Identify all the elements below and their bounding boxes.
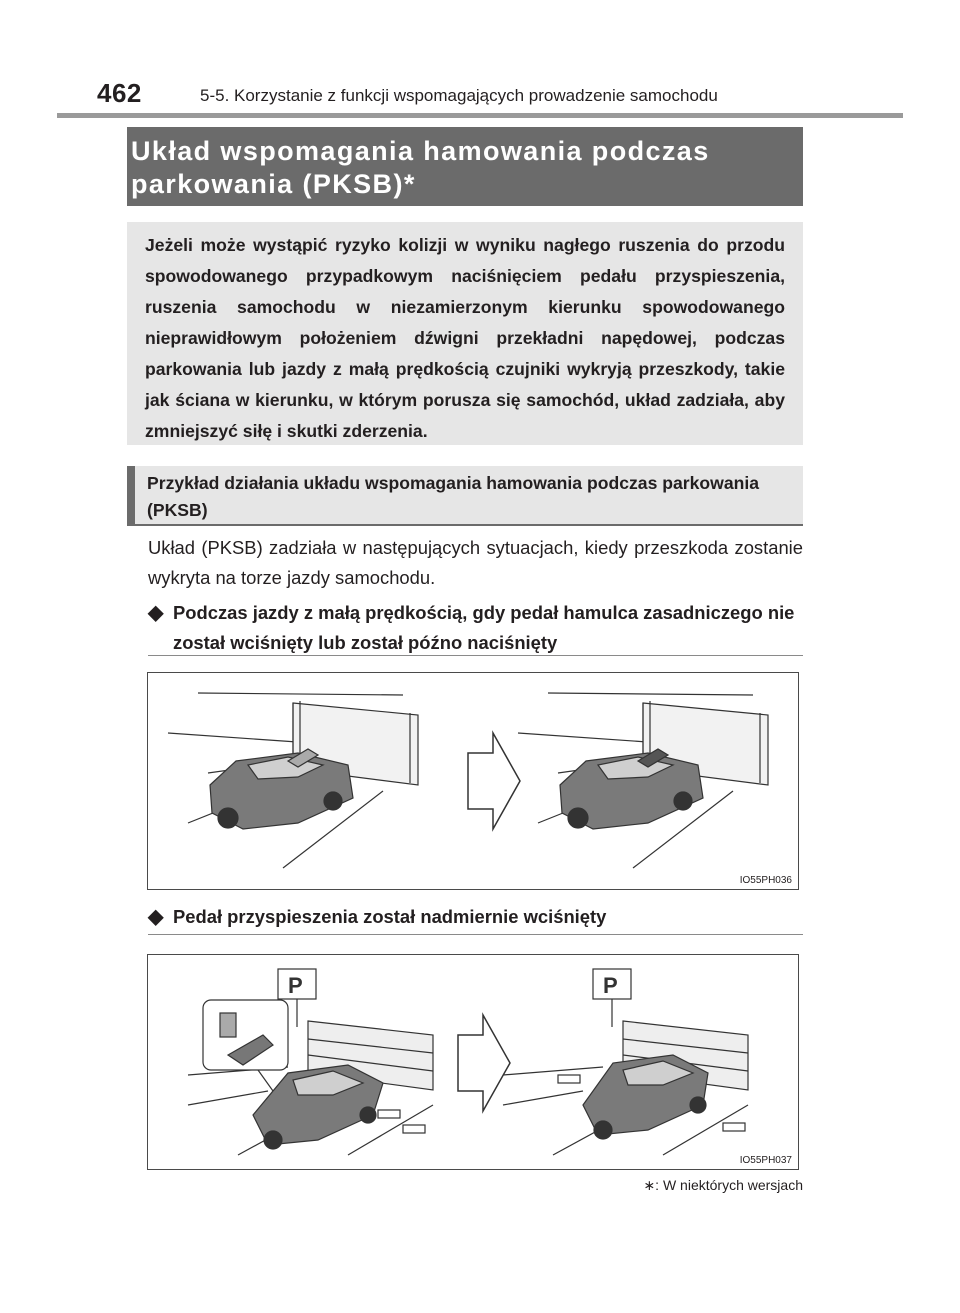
diamond-bullet-icon: ◆ (148, 602, 164, 624)
section-title-line-2: parkowania (PKSB)* (131, 169, 416, 199)
svg-text:P: P (603, 973, 618, 998)
bullet-text: Podczas jazdy z małą prędkością, gdy pedał hamulca zasadniczego nie został wciśnięty lub został późno naciśnięty (173, 602, 795, 653)
section-title-line-1: Układ wspomagania hamowania podczas (131, 136, 710, 166)
illustration-low-speed (147, 672, 799, 890)
footnote: ∗: W niektórych wersjach (643, 1177, 803, 1193)
illustration-accelerator (147, 954, 799, 1170)
transition-arrow-icon (458, 1015, 510, 1111)
divider (148, 655, 803, 656)
header-rule (57, 113, 903, 118)
transition-arrow-icon (468, 733, 520, 829)
figure-code: IO55PH037 (739, 1155, 792, 1166)
section-title (127, 127, 803, 206)
example-heading: Przykład działania układu wspomagania hamowania podczas parkowania (PKSB) (127, 466, 803, 526)
page-number: 462 (97, 78, 142, 108)
body-text: Układ (PKSB) zadziała w następujących sytuacjach, kiedy przeszkoda zostanie wykryta na torze jazdy samochodu. (148, 537, 803, 588)
bullet-text: Pedał przyspieszenia został nadmiernie wciśnięty (173, 906, 607, 927)
intro-box (127, 222, 803, 445)
car-wall-illustration (148, 673, 797, 888)
bullet-accelerator (148, 902, 803, 932)
intro-text: Jeżeli może wystąpić ryzyko kolizji w wyniku nagłego ruszenia do przodu spowodowanego przypadkowym naciśnięciem pedału przyspieszenia, ruszenia samochodu w niezamierzonym kierunku spowodowanego nieprawidłowym położeniem dźwigni przekładni napędowej, podczas parkowania lub jazdy z małą prędkością czujniki wykryją przeszkody, takie jak ściana w kierunku, w którym porusza się samochód, układ zadziała, aby zmniejszyć siłę i skutki zderzenia. (145, 235, 785, 441)
chapter-title: 5-5. Korzystanie z funkcji wspomagających prowadzenie samochodu (200, 86, 718, 105)
figure-code: IO55PH036 (739, 875, 792, 886)
bullet-low-speed (148, 598, 803, 658)
svg-text:P: P (288, 973, 303, 998)
parking-lot-illustration (148, 955, 797, 1168)
divider (148, 934, 803, 935)
diamond-bullet-icon: ◆ (148, 906, 164, 928)
